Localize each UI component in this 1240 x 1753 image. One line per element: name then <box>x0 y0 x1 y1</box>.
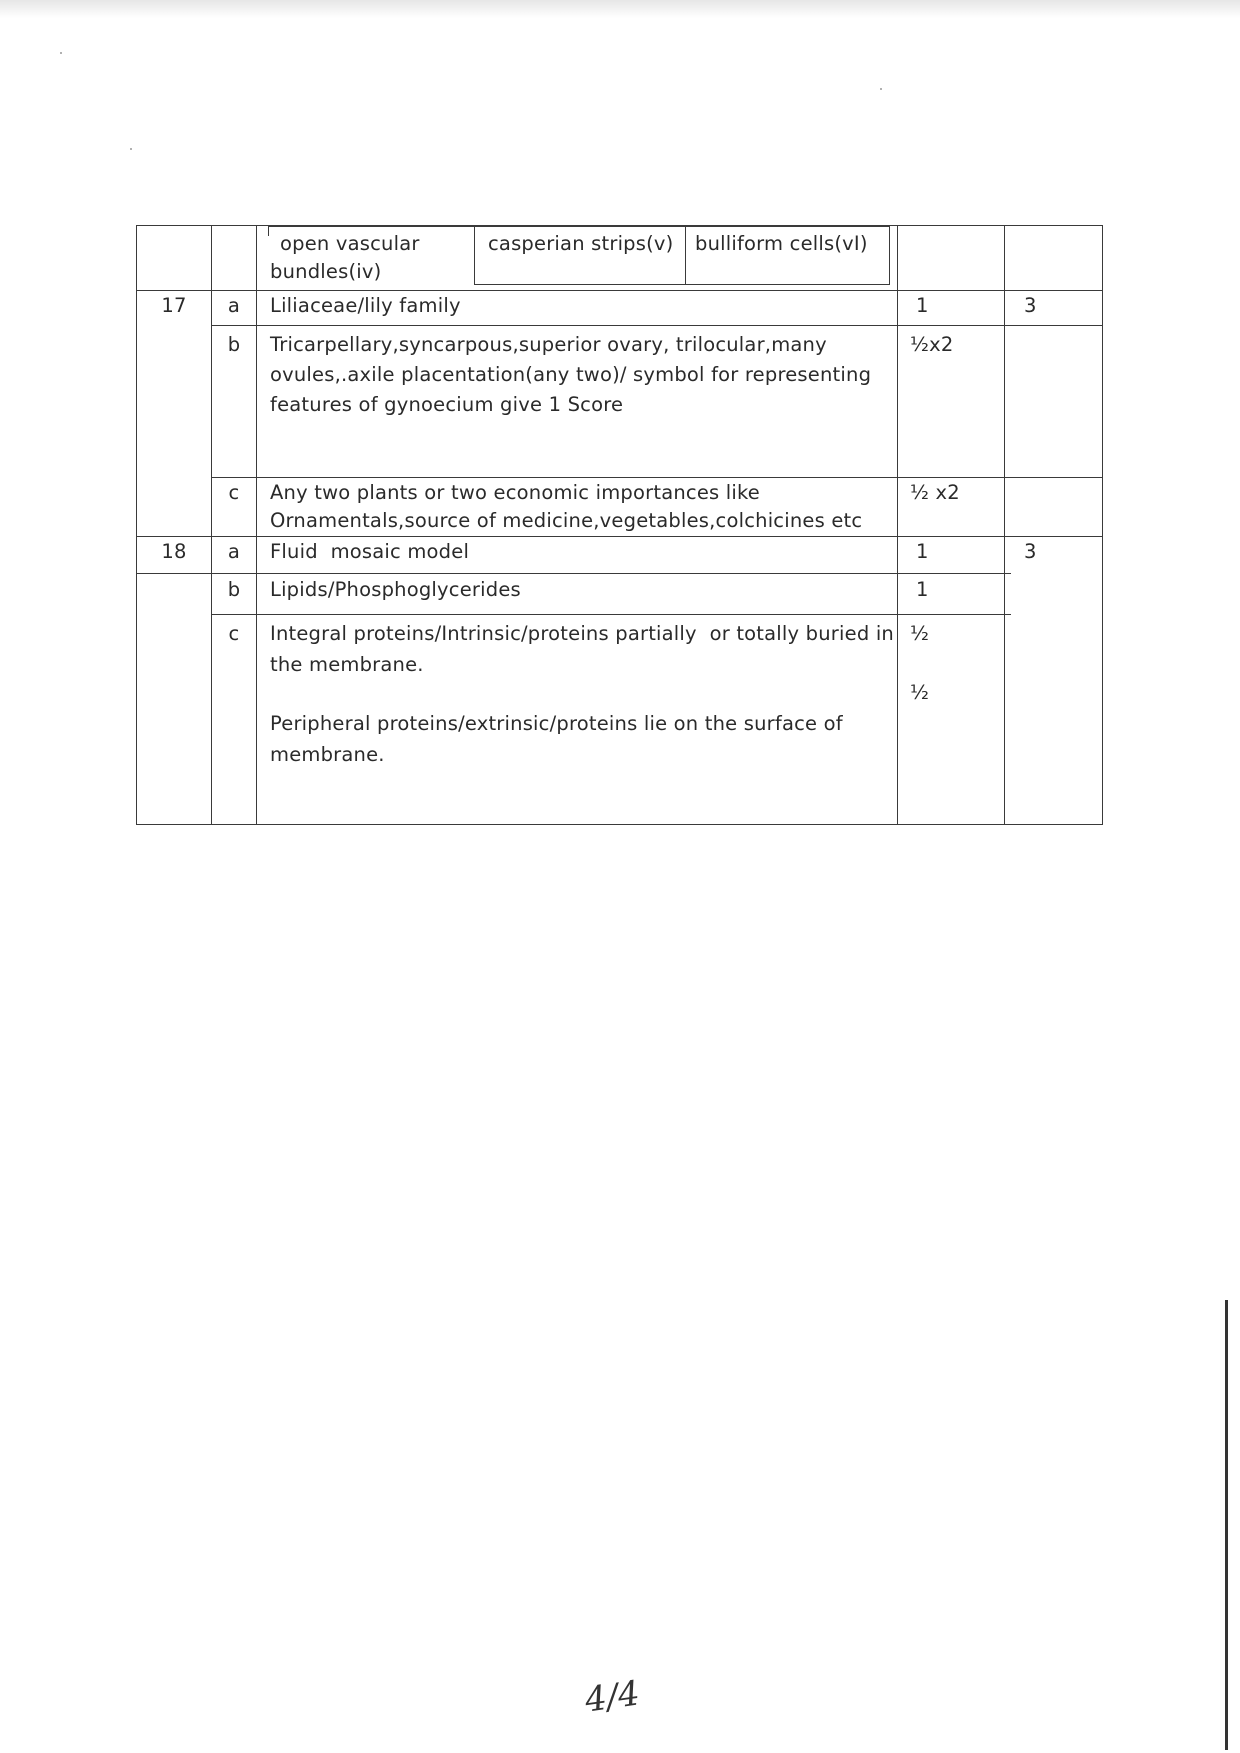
answer-text-line: Any two plants or two economic importances like <box>270 481 761 504</box>
answer-text: Fluid mosaic model <box>270 540 470 563</box>
answer-text-line: Tricarpellary,syncarpous,superior ovary, trilocular,many <box>270 333 827 356</box>
answer-text-line: features of gynoecium give 1 Score <box>270 393 624 416</box>
score: 1 <box>916 540 929 563</box>
answer-text-line: Ornamentals,source of medicine,vegetables,colchicines etc <box>270 509 863 532</box>
score: 1 <box>916 294 929 317</box>
score: ½ <box>910 622 930 645</box>
total-score: 3 <box>1024 294 1037 317</box>
score: ½ x2 <box>910 481 960 504</box>
subtable-border-top <box>268 226 890 227</box>
question-number: 18 <box>161 540 187 563</box>
answer-text: Lipids/Phosphoglycerides <box>270 578 521 601</box>
answer-text-line: membrane. <box>270 743 385 766</box>
answer-text: Liliaceae/lily family <box>270 294 461 317</box>
subtable-border-right <box>889 226 890 285</box>
answer-text-line: ovules,.axile placentation(any two)/ symbol for representing <box>270 363 872 386</box>
part-label: b <box>227 333 241 356</box>
column-divider <box>897 225 898 825</box>
total-score: 3 <box>1024 540 1037 563</box>
subtable-cell-line: bundles(iv) <box>270 260 382 283</box>
scan-speck <box>130 148 132 150</box>
score: ½x2 <box>910 333 954 356</box>
part-label: c <box>228 481 240 504</box>
subtable-cell: bulliform cells(vI) <box>695 232 868 255</box>
column-divider <box>1004 225 1005 825</box>
subtable-cell: casperian strips(v) <box>488 232 674 255</box>
subtable-divider <box>685 226 686 285</box>
scan-speck <box>60 52 62 54</box>
answer-text-line: Peripheral proteins/extrinsic/proteins lie on the surface of <box>270 712 843 735</box>
subtable-cell-line: open vascular <box>280 232 420 255</box>
subtable-border-left <box>268 226 269 236</box>
part-label: a <box>227 540 241 563</box>
subtable-border-bottom <box>475 284 890 285</box>
row-divider <box>136 573 1011 574</box>
row-divider <box>212 614 1011 615</box>
answer-text-line: the membrane. <box>270 653 424 676</box>
table-border-right <box>1102 225 1103 825</box>
row-divider <box>212 325 1103 326</box>
subtable-divider <box>474 226 475 285</box>
part-label: b <box>227 578 241 601</box>
score: 1 <box>916 578 929 601</box>
scan-speck <box>880 88 882 90</box>
question-number: 17 <box>161 294 187 317</box>
answer-text-line: Integral proteins/Intrinsic/proteins partially or totally buried in <box>270 622 894 645</box>
scan-shadow <box>0 0 1240 18</box>
scan-edge <box>1225 1300 1228 1750</box>
page-number: 4/4 <box>582 1673 643 1721</box>
table-border-bottom <box>136 824 1103 825</box>
score: ½ <box>910 681 930 704</box>
part-label: a <box>227 294 241 317</box>
part-label: c <box>228 622 240 645</box>
